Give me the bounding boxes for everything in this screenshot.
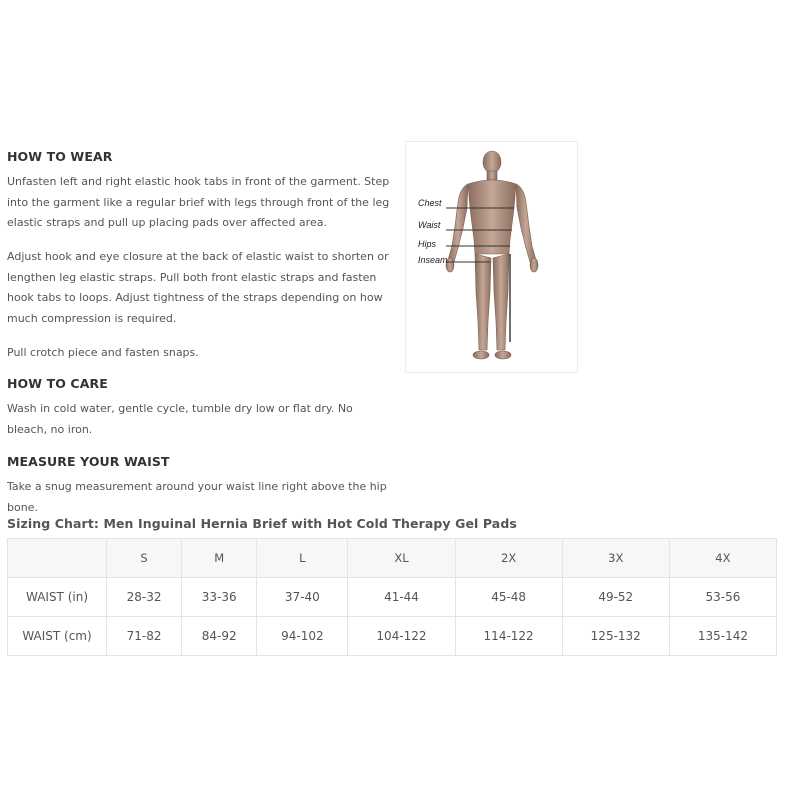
size-header-xl: XL xyxy=(348,539,455,578)
table-cell: 45-48 xyxy=(455,578,562,617)
header-blank-cell xyxy=(8,539,107,578)
table-cell: 94-102 xyxy=(257,617,348,656)
body-silhouette xyxy=(446,151,538,359)
waist-label: Waist xyxy=(418,220,441,230)
how-to-wear-paragraph-3: Pull crotch piece and fasten snaps. xyxy=(7,346,199,359)
human-figure-illustration xyxy=(406,142,579,374)
table-cell: 33-36 xyxy=(182,578,257,617)
size-header-s: S xyxy=(107,539,182,578)
table-cell: 53-56 xyxy=(669,578,776,617)
table-cell: 125-132 xyxy=(562,617,669,656)
measurement-labels xyxy=(418,198,448,265)
how-to-wear-paragraph-1: Unfasten left and right elastic hook tabs in front of the garment. Step into the garment like a regular brief with legs through front of the leg elastic straps and pull up placing pads over affected area. xyxy=(7,175,390,229)
table-row xyxy=(8,617,777,656)
size-header-4x: 4X xyxy=(669,539,776,578)
table-row xyxy=(8,578,777,617)
size-header-row xyxy=(8,539,777,578)
size-header-m: M xyxy=(182,539,257,578)
how-to-care-heading: HOW TO CARE xyxy=(7,376,108,391)
table-cell: 104-122 xyxy=(348,617,455,656)
body-measurement-figure xyxy=(405,141,578,373)
table-cell: 114-122 xyxy=(455,617,562,656)
how-to-care-paragraph: Wash in cold water, gentle cycle, tumble dry low or flat dry. No bleach, no iron. xyxy=(7,402,353,436)
inseam-label: Inseam xyxy=(418,255,448,265)
how-to-wear-paragraph-2: Adjust hook and eye closure at the back of elastic waist to shorten or lengthen leg elastic straps. Pull both front elastic straps and fasten hook tabs to loops. Adjust tightness of the straps depending on how much compression is required. xyxy=(7,250,389,325)
row-label-waist-cm: WAIST (cm) xyxy=(8,617,107,656)
sizing-chart-table xyxy=(7,538,777,656)
table-cell: 37-40 xyxy=(257,578,348,617)
chest-label: Chest xyxy=(418,198,442,208)
table-cell: 28-32 xyxy=(107,578,182,617)
size-header-3x: 3X xyxy=(562,539,669,578)
size-header-2x: 2X xyxy=(455,539,562,578)
table-cell: 135-142 xyxy=(669,617,776,656)
how-to-wear-heading: HOW TO WEAR xyxy=(7,149,113,164)
table-cell: 49-52 xyxy=(562,578,669,617)
table-cell: 84-92 xyxy=(182,617,257,656)
measure-waist-paragraph: Take a snug measurement around your waist line right above the hip bone. xyxy=(7,480,387,514)
hips-label: Hips xyxy=(418,239,437,249)
table-cell: 71-82 xyxy=(107,617,182,656)
table-cell: 41-44 xyxy=(348,578,455,617)
size-header-l: L xyxy=(257,539,348,578)
measure-waist-heading: MEASURE YOUR WAIST xyxy=(7,454,170,469)
row-label-waist-in: WAIST (in) xyxy=(8,578,107,617)
sizing-chart-title: Sizing Chart: Men Inguinal Hernia Brief with Hot Cold Therapy Gel Pads xyxy=(7,516,517,531)
